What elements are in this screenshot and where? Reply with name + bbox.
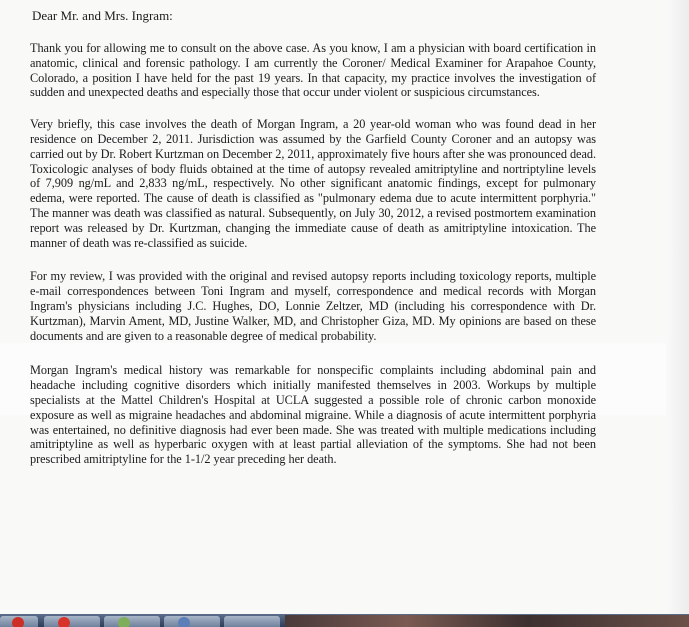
taskbar-thumbnail-strip xyxy=(285,615,689,627)
taskbar-button[interactable] xyxy=(104,616,160,627)
paragraph-credentials: Thank you for allowing me to consult on the above case. As you know, I am a physician with board certification in anatomic, clinical and forensic pathology. I am currently the Coroner/ Medical Examiner for Arapahoe County, Colorado, a position I have held for the past 19 years. In that capacity, my practice involves the investigation of sudden and unexpected deaths and especially those that occur under violent or suspicious circumstances. xyxy=(30,41,596,100)
green-app-icon[interactable] xyxy=(118,617,130,627)
paragraph-case-summary: Very briefly, this case involves the death of Morgan Ingram, a 20 year-old woman who was found dead in her residence on December 2, 2011. Jurisdiction was assumed by the Garfield County Coroner and an autopsy was carried out by Dr. Robert Kurtzman on December 2, 2011, approximately five hours after she was pronounced dead. Toxicologic analyses of body fluids obtained at the time of autopsy revealed amitriptyline and nortriptyline levels of 7,909 ng/mL and 2,833 ng/mL, respectively. No other significant anatomic findings, except for pulmonary edema, were reported. The cause of death is classified as "pulmonary edema due to acute intermittent porphyria." The manner was death was classified as natural. Subsequently, on July 30, 2012, a revised postmortem examination report was released by Dr. Kurtzman, changing the immediate cause of death as amitriptyline intoxication. The manner of death was re-classified as suicide. xyxy=(30,117,596,250)
paragraph-medical-history: Morgan Ingram's medical history was remarkable for nonspecific complaints including abdominal pain and headache including cognitive disorders which initially manifested themselves in 2003. Workups by multiple specialists at the Mattel Children's Hospital at UCLA suggested a possible role of chronic carbon monoxide exposure as well as migraine headaches and abdominal migraine. While a diagnosis of acute intermittent porphyria was entertained, no definitive diagnosis had ever been made. She was treated with multiple medications including amitriptyline as well as hyperbaric oxygen with at least partial alleviation of the symptoms. She had not been prescribed amitriptyline for the 1-1/2 year preceding her death. xyxy=(30,363,596,467)
record-icon[interactable] xyxy=(12,617,24,627)
taskbar xyxy=(0,614,689,627)
taskbar-button[interactable] xyxy=(164,616,220,627)
letter-body xyxy=(30,8,596,483)
red-app-icon[interactable] xyxy=(58,617,70,627)
salutation: Dear Mr. and Mrs. Ingram: xyxy=(32,8,173,23)
taskbar-button[interactable] xyxy=(44,616,100,627)
taskbar-button[interactable] xyxy=(224,616,280,627)
paragraph-review-materials: For my review, I was provided with the original and revised autopsy reports including toxicology reports, multiple e-mail correspondences between Toni Ingram and myself, correspondence and medical records with Morgan Ingram's physicians including J.C. Hughes, DO, Lonnie Zeltzer, MD (including his correspondence with Dr. Kurtzman), Marvin Ament, MD, Justine Walker, MD, and Christopher Giza, MD. My opinions are based on these documents and are given to a reasonable degree of medical probability. xyxy=(30,269,596,343)
blue-app-icon[interactable] xyxy=(178,617,190,627)
